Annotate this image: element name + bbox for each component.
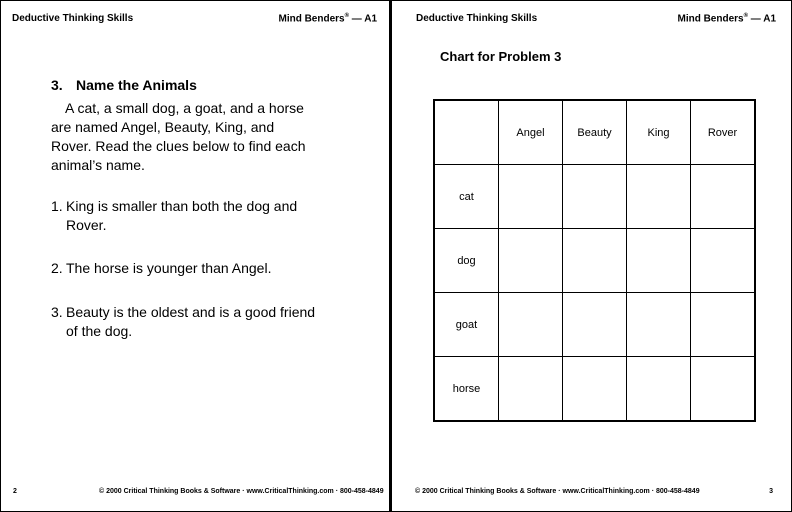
left-header-series bbox=[278, 13, 377, 24]
row-header-horse: horse bbox=[434, 357, 499, 422]
clue-number: 3. bbox=[51, 304, 63, 320]
grid-row-horse bbox=[434, 357, 755, 422]
column-header-rover: Rover bbox=[691, 100, 756, 165]
registered-mark: ® bbox=[344, 13, 350, 19]
clue-2 bbox=[51, 259, 326, 278]
grid-cell[interactable] bbox=[691, 165, 756, 229]
grid-cell[interactable] bbox=[499, 229, 563, 293]
grid-header-row bbox=[434, 100, 755, 165]
left-header-title: Deductive Thinking Skills bbox=[12, 13, 134, 24]
problem-intro bbox=[51, 99, 311, 175]
series-name: Mind Benders bbox=[278, 13, 345, 25]
row-header-dog: dog bbox=[434, 229, 499, 293]
clue-text: The horse is younger than Angel. bbox=[66, 260, 272, 276]
grid-corner-cell bbox=[434, 100, 499, 165]
grid-cell[interactable] bbox=[627, 357, 691, 422]
column-header-angel: Angel bbox=[499, 100, 563, 165]
column-header-beauty: Beauty bbox=[563, 100, 627, 165]
grid-row-dog bbox=[434, 229, 755, 293]
problem-number: 3. bbox=[51, 77, 63, 93]
column-header-king: King bbox=[627, 100, 691, 165]
problem-title: Name the Animals bbox=[76, 77, 197, 93]
right-page-number: 3 bbox=[769, 488, 773, 495]
grid-cell[interactable] bbox=[691, 229, 756, 293]
grid-row-cat bbox=[434, 165, 755, 229]
left-footer-copyright: © 2000 Critical Thinking Books & Software · www.CriticalThinking.com · 800-458-4849 bbox=[99, 488, 384, 495]
chart-title: Chart for Problem 3 bbox=[440, 49, 562, 64]
grid-cell[interactable] bbox=[691, 293, 756, 357]
clue-text: King is smaller than both the dog and Rover. bbox=[66, 198, 298, 233]
row-header-cat: cat bbox=[434, 165, 499, 229]
grid-cell[interactable] bbox=[499, 165, 563, 229]
grid-cell[interactable] bbox=[691, 357, 756, 422]
grid-cell[interactable] bbox=[627, 229, 691, 293]
series-level: — A1 bbox=[349, 13, 377, 25]
grid-row-goat bbox=[434, 293, 755, 357]
row-header-goat: goat bbox=[434, 293, 499, 357]
series-name: Mind Benders bbox=[677, 13, 744, 25]
registered-mark: ® bbox=[743, 13, 749, 19]
clue-number: 1. bbox=[51, 198, 63, 214]
logic-grid bbox=[433, 99, 756, 422]
right-header-title: Deductive Thinking Skills bbox=[416, 13, 538, 24]
grid-cell[interactable] bbox=[563, 357, 627, 422]
grid-cell[interactable] bbox=[563, 165, 627, 229]
right-footer-copyright: © 2000 Critical Thinking Books & Software · www.CriticalThinking.com · 800-458-4849 bbox=[415, 488, 700, 495]
clue-text: Beauty is the oldest and is a good friend of the dog. bbox=[66, 304, 316, 339]
problem-heading bbox=[51, 77, 197, 93]
right-page bbox=[392, 1, 791, 511]
series-level: — A1 bbox=[748, 13, 776, 25]
left-page-number: 2 bbox=[13, 488, 17, 495]
grid-cell[interactable] bbox=[563, 229, 627, 293]
left-page bbox=[1, 1, 390, 511]
problem-intro-text: A cat, a small dog, a goat, and a horse are named Angel, Beauty, King, and Rover. Read the clues below to find each animal’s name. bbox=[51, 100, 306, 173]
grid-cell[interactable] bbox=[499, 357, 563, 422]
grid-cell[interactable] bbox=[627, 293, 691, 357]
right-header-series bbox=[677, 13, 776, 24]
clue-3 bbox=[51, 303, 326, 341]
grid-cell[interactable] bbox=[627, 165, 691, 229]
clue-number: 2. bbox=[51, 260, 63, 276]
grid-cell[interactable] bbox=[563, 293, 627, 357]
clue-1 bbox=[51, 197, 326, 235]
grid-cell[interactable] bbox=[499, 293, 563, 357]
